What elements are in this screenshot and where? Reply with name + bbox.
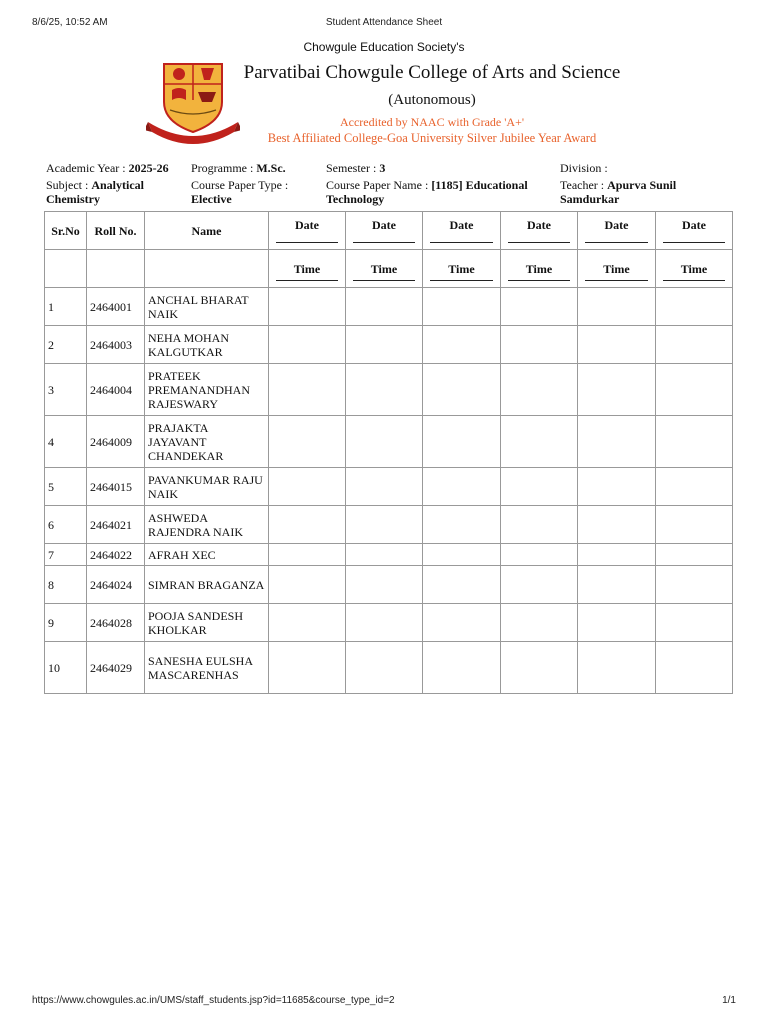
print-datetime: 8/6/25, 10:52 AM (32, 17, 108, 28)
attendance-cell[interactable] (578, 604, 656, 642)
attendance-cell[interactable] (501, 326, 578, 364)
attendance-cell[interactable] (656, 288, 733, 326)
attendance-cell[interactable] (346, 288, 423, 326)
roll-cell: 2464021 (87, 506, 145, 544)
date-header: Date (656, 212, 733, 250)
table-row (45, 468, 733, 506)
division: Division : (560, 161, 608, 175)
time-header: Time (269, 250, 346, 288)
srno-cell: 10 (45, 642, 87, 694)
name-cell: PRATEEK PREMANANDHAN RAJESWARY (145, 364, 269, 416)
attendance-cell[interactable] (346, 506, 423, 544)
print-doc-title: Student Attendance Sheet (325, 17, 443, 28)
attendance-cell[interactable] (423, 642, 501, 694)
roll-cell: 2464028 (87, 604, 145, 642)
table-row (45, 506, 733, 544)
table-row (45, 604, 733, 642)
attendance-cell[interactable] (269, 288, 346, 326)
attendance-cell[interactable] (269, 544, 346, 566)
attendance-cell[interactable] (656, 506, 733, 544)
teacher: Teacher : Apurva Sunil Samdurkar (560, 178, 677, 206)
attendance-cell[interactable] (501, 544, 578, 566)
attendance-cell[interactable] (501, 364, 578, 416)
roll-cell: 2464009 (87, 416, 145, 468)
attendance-cell[interactable] (269, 364, 346, 416)
date-header: Date (423, 212, 501, 250)
attendance-cell[interactable] (656, 468, 733, 506)
table-row (45, 416, 733, 468)
attendance-cell[interactable] (656, 642, 733, 694)
attendance-cell[interactable] (269, 604, 346, 642)
roll-cell: 2464022 (87, 544, 145, 566)
attendance-cell[interactable] (346, 468, 423, 506)
name-cell: NEHA MOHAN KALGUTKAR (145, 326, 269, 364)
attendance-cell[interactable] (423, 326, 501, 364)
srno-cell: 1 (45, 288, 87, 326)
course-paper-type: Course Paper Type : Elective (191, 178, 289, 206)
date-header: Date (578, 212, 656, 250)
table-row (45, 326, 733, 364)
award-text: Best Affiliated College-Goa University Silver Jubilee Year Award (267, 131, 597, 145)
attendance-cell[interactable] (346, 416, 423, 468)
name-cell: ANCHAL BHARAT NAIK (145, 288, 269, 326)
attendance-cell[interactable] (423, 364, 501, 416)
name-cell: SIMRAN BRAGANZA (145, 566, 269, 604)
name-cell: PAVANKUMAR RAJU NAIK (145, 468, 269, 506)
attendance-cell[interactable] (656, 604, 733, 642)
attendance-cell[interactable] (578, 642, 656, 694)
attendance-cell[interactable] (346, 544, 423, 566)
accreditation-text: Accredited by NAAC with Grade 'A+' (339, 115, 525, 129)
header-row-date (45, 212, 733, 250)
col-name-header: Name (145, 212, 269, 250)
name-cell: PRAJAKTA JAYAVANT CHANDEKAR (145, 416, 269, 468)
attendance-cell[interactable] (423, 416, 501, 468)
subject: Subject : Analytical Chemistry (46, 178, 144, 206)
attendance-cell[interactable] (501, 416, 578, 468)
attendance-cell[interactable] (269, 468, 346, 506)
name-cell: POOJA SANDESH KHOLKAR (145, 604, 269, 642)
attendance-cell[interactable] (346, 364, 423, 416)
srno-cell: 3 (45, 364, 87, 416)
col-roll-header: Roll No. (87, 212, 145, 250)
attendance-cell[interactable] (578, 506, 656, 544)
attendance-cell[interactable] (656, 544, 733, 566)
attendance-cell[interactable] (269, 416, 346, 468)
header-row-time (45, 250, 733, 288)
attendance-cell[interactable] (269, 506, 346, 544)
attendance-cell[interactable] (656, 326, 733, 364)
table-row (45, 566, 733, 604)
attendance-cell[interactable] (501, 468, 578, 506)
attendance-cell[interactable] (346, 642, 423, 694)
page-number: 1/1 (722, 995, 736, 1006)
attendance-table (44, 211, 733, 694)
roll-cell: 2464015 (87, 468, 145, 506)
name-cell: SANESHA EULSHA MASCARENHAS (145, 642, 269, 694)
attendance-cell[interactable] (269, 642, 346, 694)
date-header: Date (269, 212, 346, 250)
academic-year: Academic Year : 2025-26 (46, 161, 169, 175)
time-header: Time (501, 250, 578, 288)
srno-cell: 8 (45, 566, 87, 604)
time-header: Time (423, 250, 501, 288)
attendance-cell[interactable] (423, 544, 501, 566)
srno-cell: 7 (45, 544, 87, 566)
attendance-cell[interactable] (578, 544, 656, 566)
attendance-cell[interactable] (269, 566, 346, 604)
table-row (45, 642, 733, 694)
srno-cell: 2 (45, 326, 87, 364)
college-name: Parvatibai Chowgule College of Arts and Science (243, 62, 621, 83)
roll-cell: 2464024 (87, 566, 145, 604)
attendance-cell[interactable] (578, 416, 656, 468)
roll-cell: 2464001 (87, 288, 145, 326)
roll-cell: 2464004 (87, 364, 145, 416)
table-row (45, 288, 733, 326)
attendance-cell[interactable] (578, 288, 656, 326)
autonomous-label: (Autonomous) (388, 92, 476, 108)
page-url-link[interactable]: https://www.chowgules.ac.in/UMS/staff_students.jsp?id=11685&course_type_id=2 (32, 995, 395, 1006)
table-row (45, 364, 733, 416)
col-srno-header: Sr.No (45, 212, 87, 250)
attendance-cell[interactable] (501, 642, 578, 694)
srno-cell: 9 (45, 604, 87, 642)
attendance-cell[interactable] (578, 566, 656, 604)
attendance-cell[interactable] (501, 604, 578, 642)
time-header: Time (578, 250, 656, 288)
blank-cell (145, 250, 269, 288)
course-paper-name: Course Paper Name : [1185] Educational Technology (326, 178, 528, 206)
srno-cell: 5 (45, 468, 87, 506)
programme: Programme : M.Sc. (191, 161, 286, 175)
name-cell: ASHWEDA RAJENDRA NAIK (145, 506, 269, 544)
srno-cell: 6 (45, 506, 87, 544)
attendance-cell[interactable] (501, 566, 578, 604)
table-row (45, 544, 733, 566)
attendance-cell[interactable] (423, 604, 501, 642)
attendance-cell[interactable] (346, 566, 423, 604)
time-header: Time (656, 250, 733, 288)
society-name: Chowgule Education Society's (303, 40, 465, 54)
attendance-cell[interactable] (346, 604, 423, 642)
attendance-cell[interactable] (423, 468, 501, 506)
attendance-cell[interactable] (501, 506, 578, 544)
attendance-cell[interactable] (578, 364, 656, 416)
attendance-cell[interactable] (423, 506, 501, 544)
college-crest-logo (146, 60, 240, 144)
blank-cell (87, 250, 145, 288)
name-cell: AFRAH XEC (145, 544, 269, 566)
attendance-cell[interactable] (346, 326, 423, 364)
semester: Semester : 3 (326, 161, 386, 175)
attendance-cell[interactable] (269, 326, 346, 364)
attendance-cell[interactable] (578, 326, 656, 364)
attendance-cell[interactable] (656, 416, 733, 468)
attendance-cell[interactable] (423, 288, 501, 326)
student-rows (45, 288, 733, 694)
srno-cell: 4 (45, 416, 87, 468)
attendance-cell[interactable] (656, 566, 733, 604)
date-header: Date (501, 212, 578, 250)
attendance-cell[interactable] (501, 288, 578, 326)
roll-cell: 2464003 (87, 326, 145, 364)
attendance-cell[interactable] (656, 364, 733, 416)
time-header: Time (346, 250, 423, 288)
attendance-cell[interactable] (423, 566, 501, 604)
attendance-cell[interactable] (578, 468, 656, 506)
blank-cell (45, 250, 87, 288)
date-header: Date (346, 212, 423, 250)
roll-cell: 2464029 (87, 642, 145, 694)
